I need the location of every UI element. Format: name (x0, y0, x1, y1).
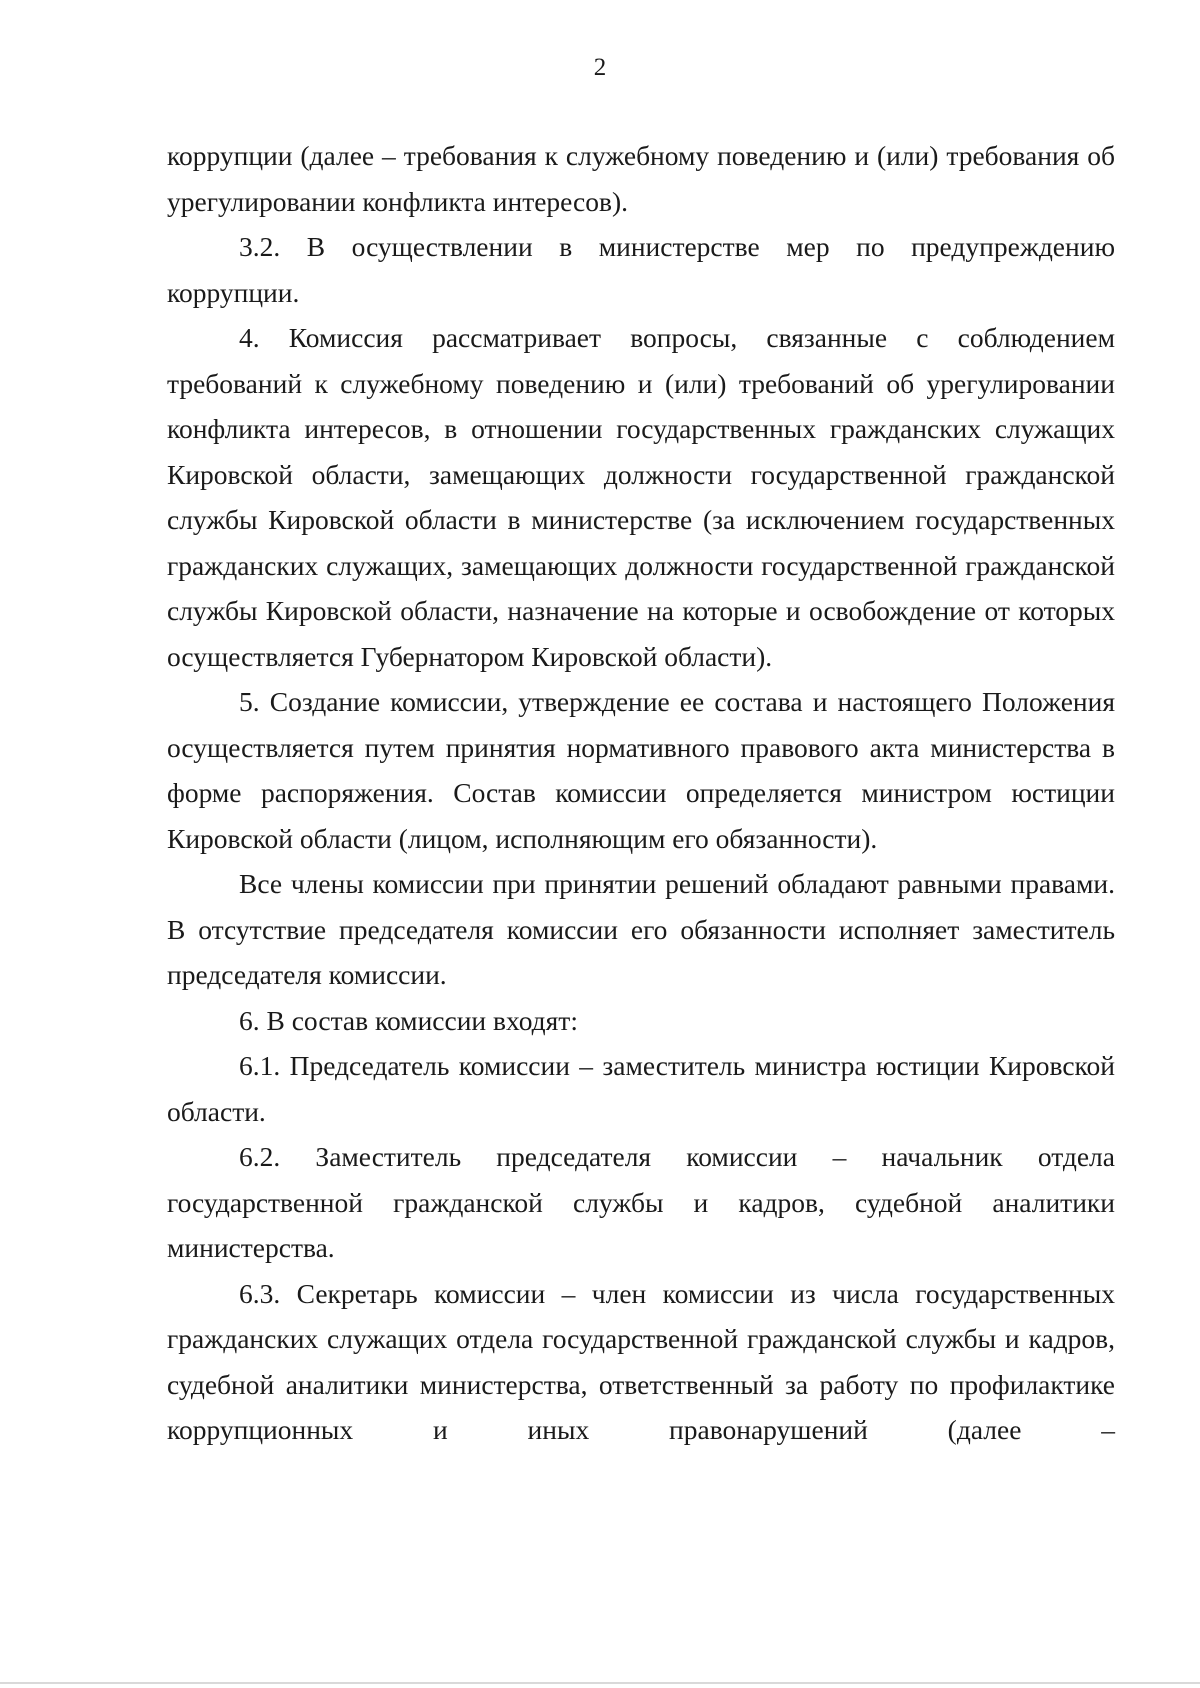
paragraph-6-3: 6.3. Секретарь комиссии – член комиссии из числа государственных гражданских служащих отдела государственной гражданской службы и кадров, судебной аналитики министерства, ответственный за работу по профилактике коррупционных и иных правонарушений (далее – (167, 1277, 1115, 1445)
page-number: 2 (593, 54, 607, 81)
paragraph-5: 5. Создание комиссии, утверждение ее состава и настоящего Положения осуществляется путем принятия нормативного правового акта министерства в форме распоряжения. Состав комиссии определяется министром юстиции Кировской области (лицом, исполняющим его обязанности). (167, 686, 1115, 854)
paragraph-6-1: 6.1. Председатель комиссии – заместитель министра юстиции Кировской области. (167, 1050, 1115, 1127)
paragraph-6-2: 6.2. Заместитель председателя комиссии – начальник отдела государственной гражданской службы и кадров, судебной аналитики министерства. (167, 1141, 1115, 1263)
paragraph-members-rights: Все члены комиссии при принятии решений обладают равными правами. В отсутствие председателя комиссии его обязанности исполняет заместитель председателя комиссии. (167, 868, 1115, 990)
document-body (167, 133, 1115, 1453)
scan-bottom-edge (0, 1682, 1200, 1684)
paragraph-6: 6. В состав комиссии входят: (239, 1004, 578, 1036)
paragraph-4: 4. Комиссия рассматривает вопросы, связанные с соблюдением требований к служебному поведению и (или) требований об урегулировании конфликта интересов, в отношении государственных гражданских служащих Кировской области, замещающих должности государственной гражданской службы Кировской области в министерстве (за исключением государственных гражданских служащих, замещающих должности государственной гражданской службы Кировской области, назначение на которые и освобождение от которых осуществляется Губернатором Кировской области). (167, 322, 1115, 672)
paragraph-continuation: коррупции (далее – требования к служебному поведению и (или) требования об урегулировании конфликта интересов). (167, 140, 1115, 217)
paragraph-3-2: 3.2. В осуществлении в министерстве мер по предупреждению коррупции. (167, 231, 1115, 308)
